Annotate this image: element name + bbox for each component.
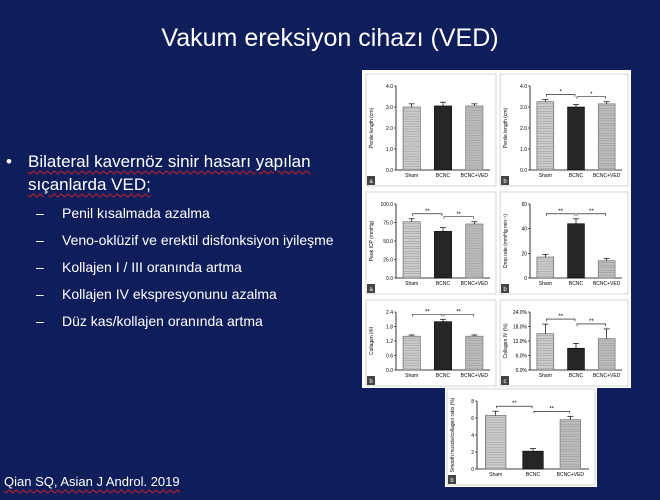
x-category-label: BCNC+VED xyxy=(592,373,621,379)
y-tick-label: 1.0 xyxy=(520,147,527,153)
y-axis-label: Penile length (cm) xyxy=(369,107,375,149)
y-tick-label: 0 xyxy=(471,467,474,473)
bar xyxy=(537,257,554,278)
chart-group xyxy=(447,389,595,485)
x-category-label: Sham xyxy=(538,173,552,179)
chart-group xyxy=(500,300,628,386)
y-tick-label: 4 xyxy=(471,433,474,439)
significance-label: ** xyxy=(558,314,564,321)
sub-bullet-text: Penil kısalmada azalma xyxy=(62,205,210,221)
y-tick-label: 3.0 xyxy=(520,105,527,111)
main-bullet-text: Bilateral kavernöz sinir hasarı yapılan sıçanlarda VED; xyxy=(28,152,311,194)
panel-letter: a xyxy=(369,287,373,293)
y-tick-label: 20 xyxy=(521,251,527,258)
figure-panel-grid xyxy=(362,70,631,388)
sub-bullet-text: Kollajen IV ekspresyonunu azalma xyxy=(62,286,277,302)
y-tick-label: 8 xyxy=(471,399,474,405)
y-tick-label: 4.0 xyxy=(520,84,527,90)
figure-panel-extra-svg xyxy=(445,387,597,487)
bullet-marker: • xyxy=(6,152,12,171)
y-tick-label: 1.8 xyxy=(386,324,393,331)
significance-label: ** xyxy=(511,401,517,408)
bar xyxy=(568,348,585,370)
bar xyxy=(434,322,451,370)
y-tick-label: 0.0 xyxy=(386,276,393,282)
x-category-label: BCNC+VED xyxy=(592,173,621,179)
y-tick-label: 2.4 xyxy=(386,310,393,316)
y-tick-label: 0 xyxy=(524,276,527,282)
chart-group xyxy=(366,192,496,294)
bullet-list xyxy=(4,150,344,339)
bar xyxy=(568,107,585,170)
y-tick-label: 75.0 xyxy=(383,220,393,227)
sub-bullet-list xyxy=(4,204,344,331)
sub-bullet-item xyxy=(4,204,344,223)
dash-marker: – xyxy=(36,259,44,275)
sub-bullet-text: Kollajen I / III oranında artma xyxy=(62,259,242,275)
y-tick-label: 3.0 xyxy=(386,105,393,111)
x-category-label: BCNC xyxy=(525,472,541,478)
y-tick-label: 0.0 xyxy=(386,368,393,374)
x-category-label: BCNC xyxy=(568,373,584,379)
significance-label: ** xyxy=(588,208,594,215)
y-tick-label: 0.0 xyxy=(520,168,527,174)
citation: Qian SQ, Asian J Androl. 2019 xyxy=(4,474,180,489)
significance-label: ** xyxy=(424,309,430,316)
bar xyxy=(434,231,451,278)
x-category-label: BCNC+VED xyxy=(556,472,585,478)
significance-label: ** xyxy=(558,208,564,215)
x-category-label: BCNC xyxy=(435,281,451,287)
y-tick-label: 12.0% xyxy=(512,339,527,345)
bar xyxy=(403,222,420,278)
x-category-label: BCNC xyxy=(568,281,584,287)
x-category-label: BCNC xyxy=(435,373,451,379)
significance-label: ** xyxy=(424,208,430,215)
y-axis-label: Collagen I/III xyxy=(369,326,375,356)
sub-bullet-item xyxy=(4,312,344,331)
bar xyxy=(598,339,615,370)
slide-title: Vakum ereksiyon cihazı (VED) xyxy=(161,24,499,52)
panel-letter: a xyxy=(369,179,373,185)
y-tick-label: 1.0 xyxy=(386,147,393,153)
sub-bullet-text: Düz kas/kollajen oranında artma xyxy=(62,313,263,329)
sub-bullet-item xyxy=(4,231,344,250)
bar xyxy=(537,334,554,370)
x-category-label: Sham xyxy=(538,281,552,287)
x-category-label: Sham xyxy=(489,472,503,478)
y-tick-label: 6 xyxy=(471,416,474,422)
x-category-label: BCNC xyxy=(435,173,451,179)
panel-letter: b xyxy=(369,379,373,385)
significance-label: * xyxy=(590,91,593,98)
dash-marker: – xyxy=(36,205,44,221)
y-axis-label: Collagen IV (%) xyxy=(503,323,509,359)
bar xyxy=(568,224,585,278)
y-tick-label: 0.6 xyxy=(386,353,393,360)
y-tick-label: 40 xyxy=(521,226,527,233)
bar xyxy=(523,451,544,469)
significance-label: ** xyxy=(549,406,555,413)
x-category-label: BCNC+VED xyxy=(460,173,489,179)
dash-marker: – xyxy=(36,232,44,248)
significance-label: * xyxy=(559,89,562,96)
y-tick-label: 24.0% xyxy=(512,310,527,316)
sub-bullet-item xyxy=(4,285,344,304)
y-tick-label: 2 xyxy=(471,450,474,456)
dash-marker: – xyxy=(36,286,44,302)
y-tick-label: 1.2 xyxy=(386,339,393,345)
bar xyxy=(434,106,451,170)
panel-letter: b xyxy=(503,287,507,293)
y-tick-label: 50.0 xyxy=(383,239,393,245)
sub-bullet-item xyxy=(4,258,344,277)
y-tick-label: 4.0 xyxy=(386,84,393,90)
chart-group xyxy=(366,300,496,386)
bar xyxy=(598,104,615,170)
significance-label: ** xyxy=(456,309,462,316)
x-category-label: Sham xyxy=(405,281,419,287)
y-tick-label: 60 xyxy=(521,202,527,208)
panel-letter: b xyxy=(450,478,454,484)
chart-frame xyxy=(500,192,628,294)
x-category-label: BCNC xyxy=(568,173,584,179)
y-axis-label: Penile length (cm) xyxy=(503,107,509,149)
x-category-label: BCNC+VED xyxy=(460,281,489,287)
bar xyxy=(537,102,554,170)
x-category-label: Sham xyxy=(405,373,419,379)
sub-bullet-text: Veno-oklüzif ve erektil disfonksiyon iyileşme xyxy=(62,232,334,248)
y-tick-label: 25.0 xyxy=(383,257,393,264)
chart-group xyxy=(500,74,628,186)
significance-label: ** xyxy=(456,211,462,218)
y-tick-label: 2.0 xyxy=(520,126,527,132)
main-bullet xyxy=(4,150,344,196)
y-tick-label: 2.0 xyxy=(386,126,393,132)
x-category-label: Sham xyxy=(405,173,419,179)
y-axis-label: Drop rate (mmHg min⁻¹) xyxy=(503,213,509,269)
figure-panel-grid-svg xyxy=(362,70,631,388)
y-tick-label: 0.0% xyxy=(515,368,527,374)
figure-panel-extra xyxy=(445,387,597,487)
significance-label: ** xyxy=(588,318,594,325)
dash-marker: – xyxy=(36,313,44,329)
y-tick-label: 0.0 xyxy=(386,168,393,174)
y-tick-label: 6.0% xyxy=(515,353,527,360)
panel-letter: b xyxy=(503,179,507,185)
x-category-label: BCNC+VED xyxy=(592,281,621,287)
y-tick-label: 100.0 xyxy=(380,202,393,208)
y-tick-label: 18.0% xyxy=(512,324,527,331)
chart-group xyxy=(366,74,496,186)
bar xyxy=(485,415,506,469)
panel-letter: c xyxy=(503,379,507,385)
chart-group xyxy=(500,192,628,294)
y-axis-label: Smooth muscle/collagen ratio (%) xyxy=(450,397,456,473)
x-category-label: Sham xyxy=(538,373,552,379)
y-axis-label: Peak ICP (mmHg) xyxy=(369,220,375,262)
x-category-label: BCNC+VED xyxy=(460,373,489,379)
